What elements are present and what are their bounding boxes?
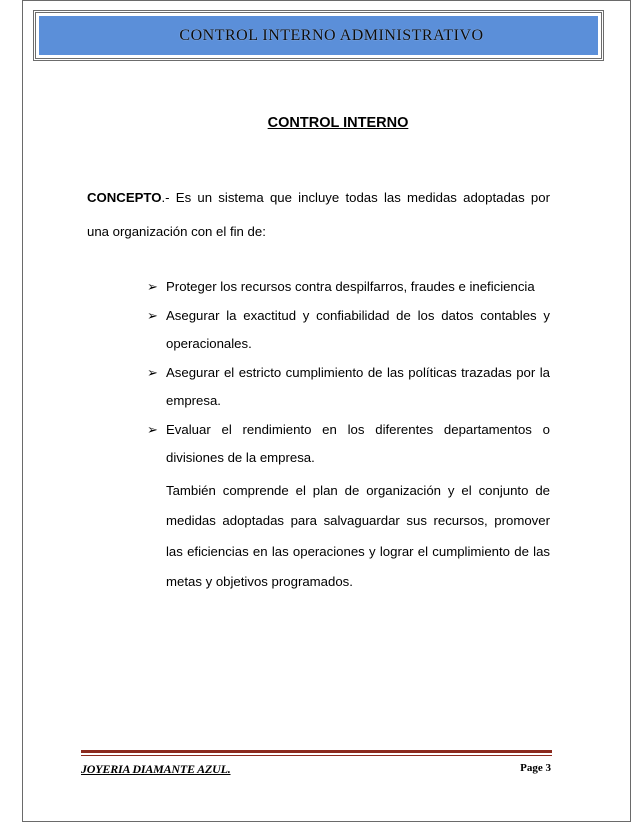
footer-rule xyxy=(81,750,552,756)
concept-text: .- Es un sistema que incluye todas las medidas adoptadas por una organización con el fin de: xyxy=(87,190,550,239)
header-title: CONTROL INTERNO ADMINISTRATIVO xyxy=(179,26,484,44)
list-item-text: Evaluar el rendimiento en los diferentes departamentos o divisiones de la empresa. xyxy=(166,422,550,466)
arrow-bullet-icon: ➢ xyxy=(147,279,158,294)
concept-label: CONCEPTO xyxy=(87,190,162,205)
arrow-bullet-icon: ➢ xyxy=(147,365,158,381)
document-title xyxy=(0,115,638,131)
document-title-text: CONTROL INTERNO xyxy=(267,115,409,131)
concept-paragraph xyxy=(87,181,550,249)
list-item-text: Proteger los recursos contra despilfarros, fraudes e ineficiencia xyxy=(166,279,535,294)
objectives-list xyxy=(146,273,550,474)
arrow-bullet-icon: ➢ xyxy=(147,308,158,324)
list-item-text: Asegurar la exactitud y confiabilidad de los datos contables y operacionales. xyxy=(166,308,550,352)
page-header xyxy=(33,10,604,61)
list-item xyxy=(146,273,550,301)
arrow-bullet-icon: ➢ xyxy=(147,422,158,438)
list-item xyxy=(146,302,550,358)
list-item-text: Asegurar el estricto cumplimiento de las políticas trazadas por la empresa. xyxy=(166,365,550,409)
footer-company: JOYERIA DIAMANTE AZUL. xyxy=(81,762,231,776)
page-number: Page 3 xyxy=(520,762,551,774)
list-item xyxy=(146,416,550,472)
header-band xyxy=(39,16,598,55)
list-item xyxy=(146,359,550,415)
also-paragraph: También comprende el plan de organización y el conjunto de medidas adoptadas para salvaguardar sus recursos, promover las eficiencias en las operaciones y lograr el cumplimiento de las metas y objetivos programados. xyxy=(166,483,550,590)
